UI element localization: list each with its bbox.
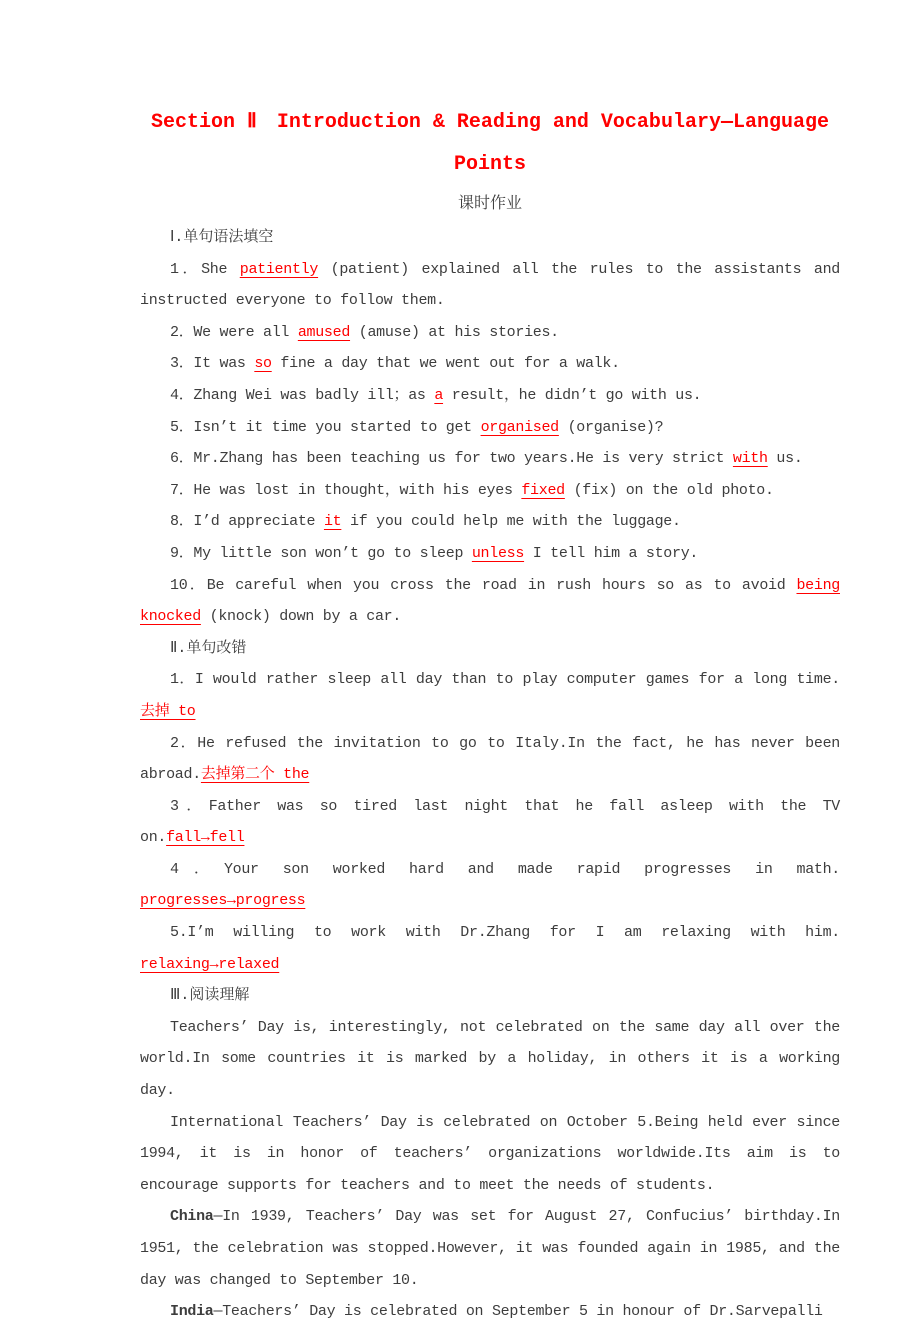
document-body [140,222,840,1328]
answer-blank: fixed [521,481,565,499]
answer-blank: being knocked [140,576,840,626]
bold-word: India [170,1303,214,1321]
paragraph: 2．We were all amused (amuse) at his stories. [170,323,559,341]
section-heading: Ⅰ.单句语法填空 [170,229,274,246]
paragraph: China—In 1939, Teachers’ Day was set for August 27, Confucius’ birthday.In 1951, the celebration was stopped.However, it was founded again in 1985, and the day was changed to September 10. [140,1208,840,1289]
paragraph: 3．Father was so tired last night that he fall asleep with the TV on.fall→fell [140,797,840,847]
answer-blank: 去掉 to [140,702,196,720]
answer-blank: unless [471,544,525,562]
paragraph: 10．Be careful when you cross the road in rush hours so as to avoid being knocked (knock) down by a car. [140,576,840,626]
answer-blank: fall→fell [166,829,245,847]
paragraph: 4．Your son worked hard and made rapid progresses in math. progresses→progress [140,860,840,910]
answer-blank: patiently [239,260,319,278]
answer-blank: a [434,386,444,404]
answer-blank: organised [480,418,559,436]
document-subtitle: 课时作业 [457,195,522,213]
paragraph: 7．He was lost in thought，with his eyes fixed (fix) on the old photo. [170,481,774,499]
paragraph: 5.I’m willing to work with Dr.Zhang for I am relaxing with him. relaxing→relaxed [140,924,840,973]
answer-blank: it [323,513,342,531]
paragraph: 4．Zhang Wei was badly ill；as a result，he didn’t go with us. [170,386,702,404]
answer-blank: progresses→progress [140,892,306,910]
answer-blank: 去掉第二个 the [200,766,310,784]
answer-blank: amused [297,323,351,341]
paragraph: 1．She patiently (patient) explained all the rules to the assistants and instructed everyone to follow them. [140,260,840,310]
document-title-line1: Section Ⅱ Introduction & Reading and Vocabulary—Language [151,111,829,134]
section-heading: Ⅱ.单句改错 [170,639,247,657]
answer-blank: relaxing→relaxed [140,955,280,973]
paragraph: International Teachers’ Day is celebrated on October 5.Being held ever since 1994, it is in honor of teachers’ organizations worldwide.Its aim is to encourage supports for teachers and to meet the needs of students. [140,1113,840,1194]
paragraph: 5．Isn’t it time you started to get organised (organise)? [170,418,664,436]
paragraph: India—Teachers’ Day is celebrated on September 5 in honour of Dr.Sarvepalli [170,1303,823,1321]
paragraph: 3．It was so fine a day that we went out for a walk. [170,355,620,373]
bold-word: China [170,1208,214,1226]
paragraph: 8．I’d appreciate it if you could help me with the luggage. [170,513,681,531]
section-heading: Ⅲ.阅读理解 [170,987,250,1005]
answer-blank: with [732,450,768,468]
document-title-line2: Points [453,153,526,176]
paragraph: Teachers’ Day is, interestingly, not celebrated on the same day all over the world.In some countries it is marked by a holiday, in others it is a working day. [140,1018,840,1100]
paragraph: 2．He refused the invitation to go to Italy.In the fact, he has never been abroad.去掉第二个 the [140,734,840,784]
answer-blank: so [254,355,272,373]
paragraph: 9．My little son won’t go to sleep unless I tell him a story. [170,544,699,562]
paragraph: 6．Mr.Zhang has been teaching us for two years.He is very strict with us. [170,450,803,468]
paragraph: 1．I would rather sleep all day than to play computer games for a long time.去掉 to [140,671,840,720]
